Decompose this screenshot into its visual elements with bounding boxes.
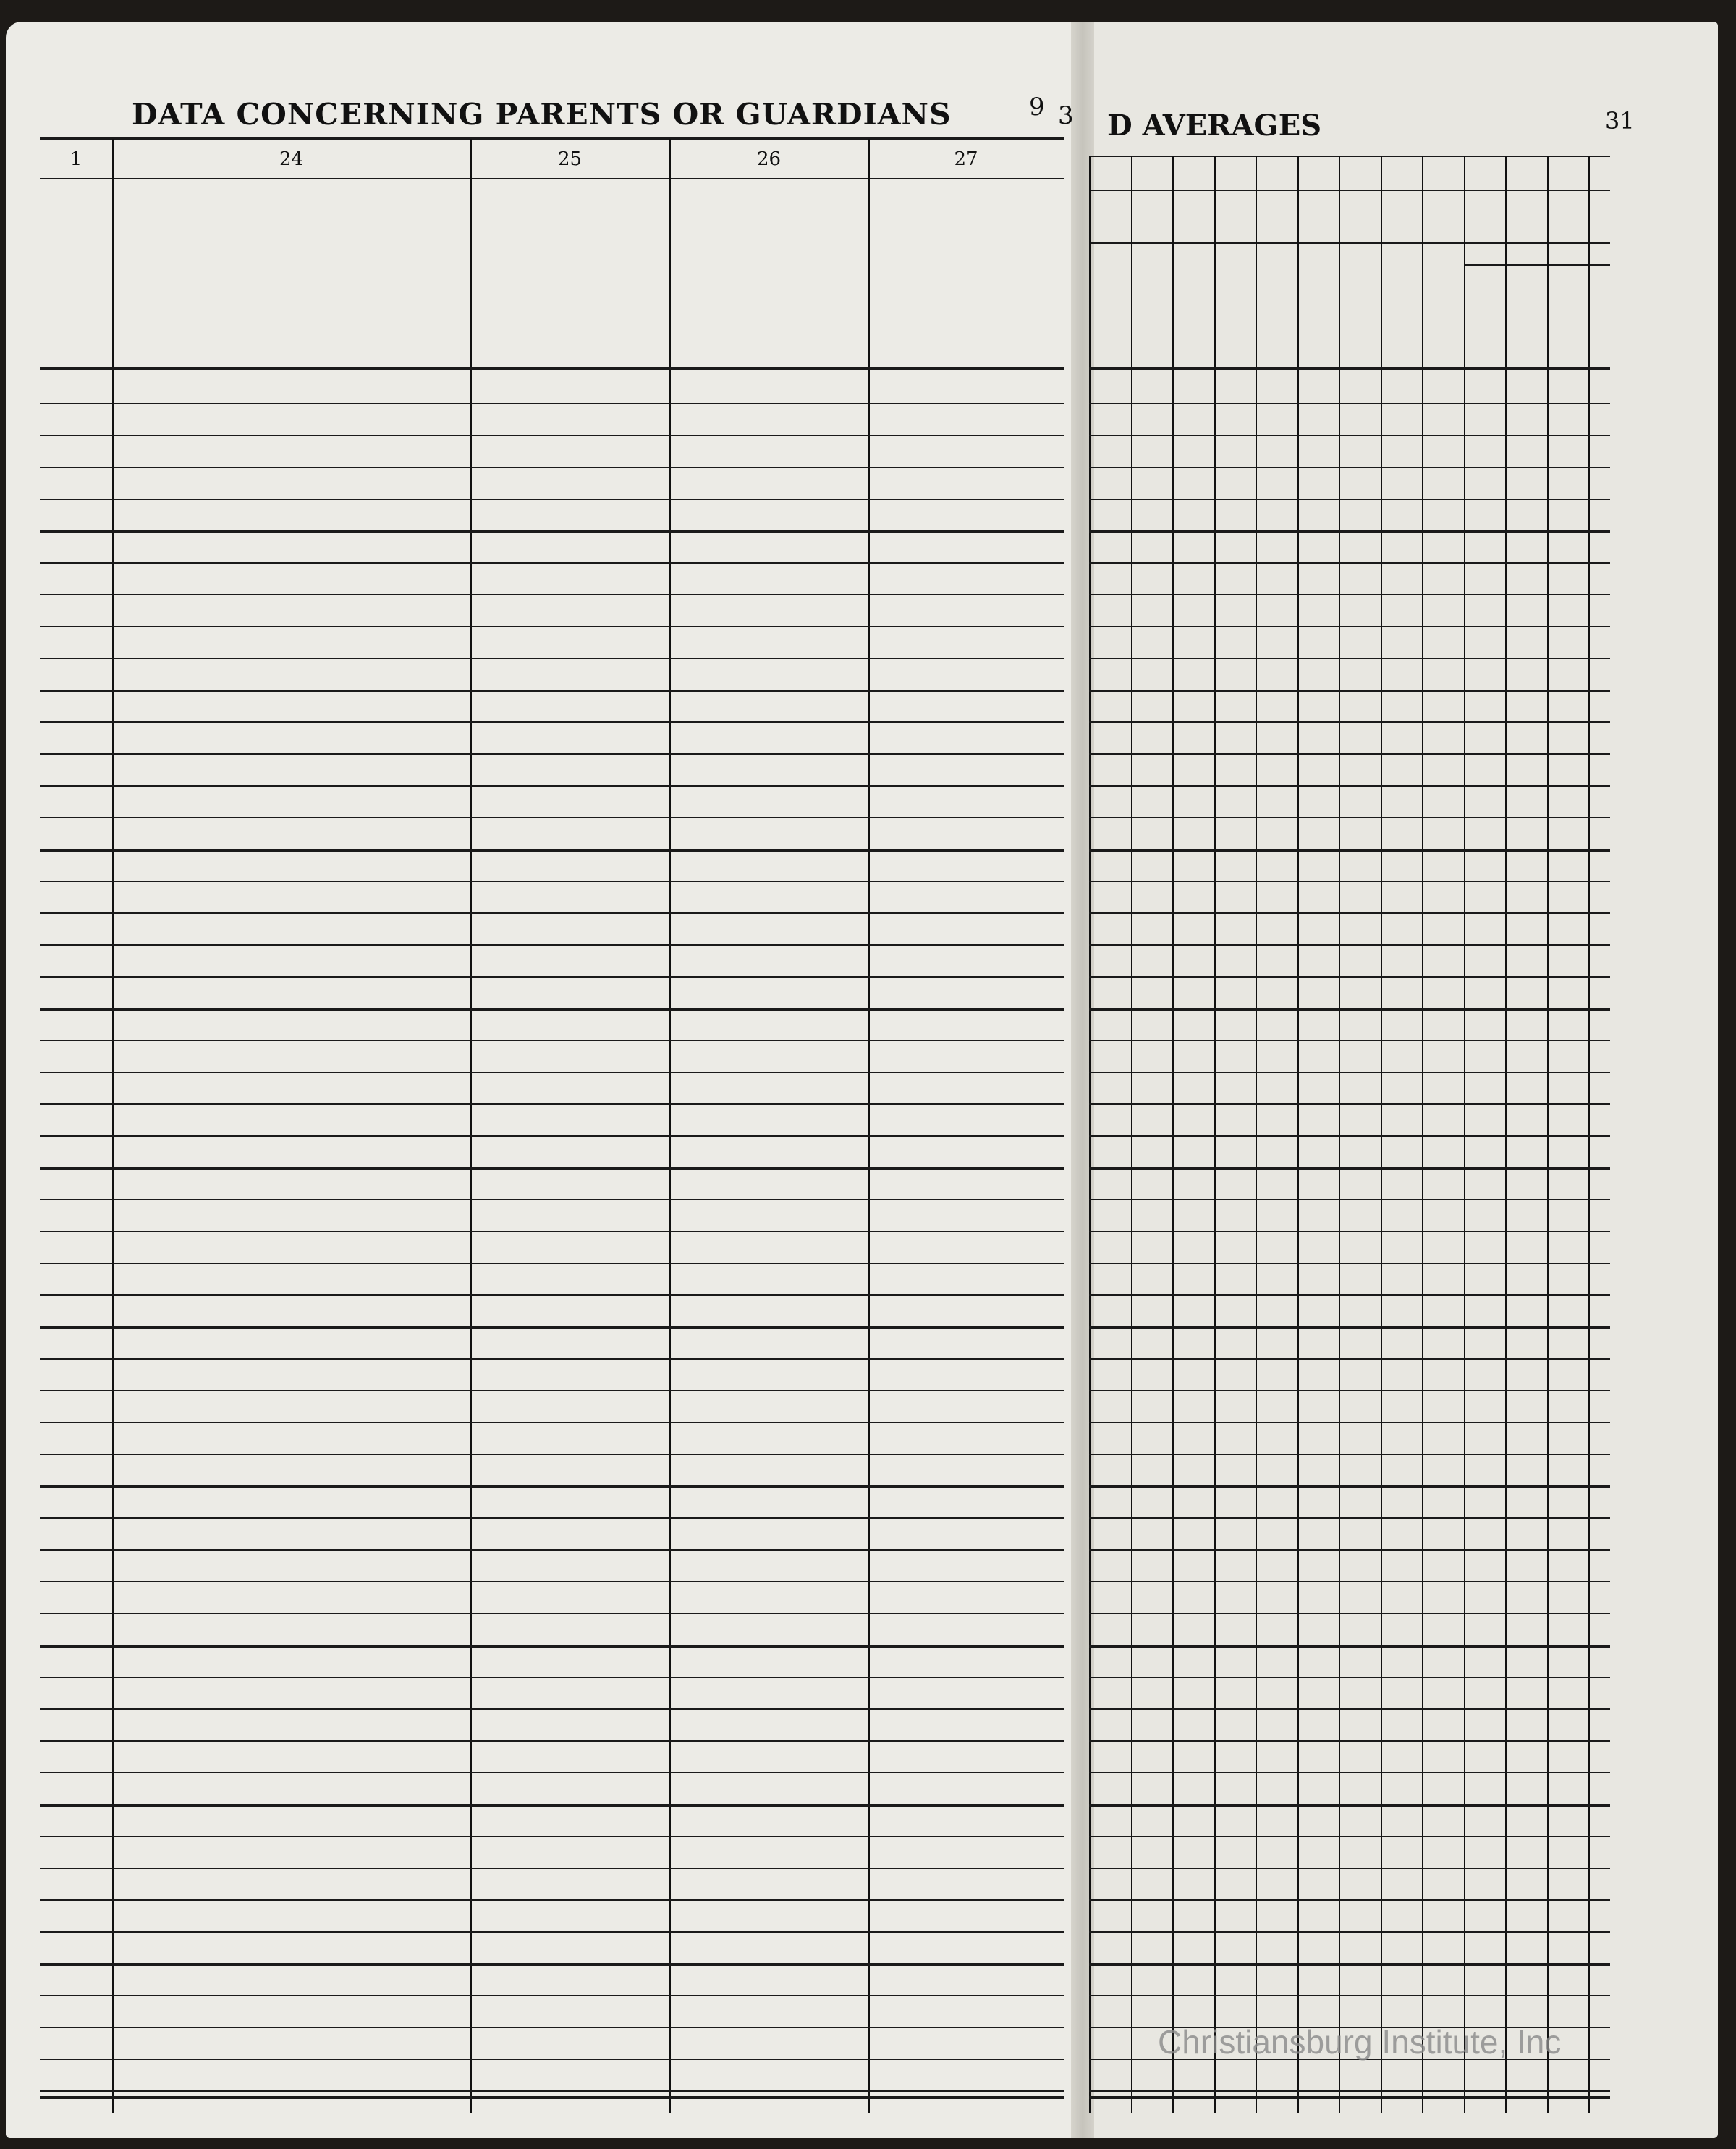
row-rule [40, 912, 1064, 914]
right-col-divider [1214, 156, 1216, 2113]
right-row-rule [1089, 881, 1610, 882]
row-rule [40, 1836, 1064, 1837]
right-row-rule [1089, 562, 1610, 564]
watermark: Christiansburg Institute, Inc [1158, 2023, 1562, 2061]
right-top-rule [1089, 156, 1610, 157]
row-rule [40, 1517, 1064, 1519]
right-col-divider [1131, 156, 1132, 2113]
right-row-rule [1089, 1899, 1610, 1901]
right-col-divider [1547, 156, 1549, 2113]
row-rule [40, 1390, 1064, 1391]
right-row-rule [1089, 1294, 1610, 1296]
right-row-rule [1089, 1390, 1610, 1391]
right-col-divider [1339, 156, 1340, 2113]
row-rule [40, 1358, 1064, 1360]
right-row-rule [1089, 690, 1610, 692]
book-gutter [1071, 22, 1094, 2138]
row-rule [40, 1040, 1064, 1041]
row-rule [40, 849, 1064, 852]
row-rule [40, 1963, 1064, 1966]
row-rule [40, 1326, 1064, 1329]
right-row-rule [1089, 976, 1610, 978]
row-rule [40, 1677, 1064, 1678]
row-rule [40, 1008, 1064, 1011]
right-header-bottom-rule [1089, 367, 1610, 370]
row-rule [40, 626, 1064, 627]
right-col-divider [1089, 156, 1091, 2113]
right-row-rule [1089, 753, 1610, 755]
right-row-rule [1089, 944, 1610, 946]
column-number: 26 [756, 148, 782, 170]
right-row-rule [1089, 626, 1610, 627]
right-row-rule [1089, 1963, 1610, 1966]
right-row-rule [1089, 1072, 1610, 1073]
right-row-rule [1089, 1358, 1610, 1360]
right-row-rule [1089, 1645, 1610, 1648]
right-row-rule [1089, 435, 1610, 436]
right-row-rule [1089, 1040, 1610, 1041]
row-rule [40, 1708, 1064, 1710]
right-col-divider [1505, 156, 1507, 2113]
row-rule [40, 1613, 1064, 1614]
right-row-rule [1089, 1008, 1610, 1011]
row-rule [40, 562, 1064, 564]
left-page-title: DATA CONCERNING PARENTS OR GUARDIANS [132, 97, 952, 132]
right-row-rule [1089, 403, 1610, 404]
right-footer-rule [1089, 2096, 1610, 2099]
right-row-rule [1089, 530, 1610, 533]
column-number: 24 [279, 148, 304, 170]
right-row-rule [1089, 1454, 1610, 1455]
right-col-divider [1297, 156, 1299, 2113]
row-rule [40, 1868, 1064, 1869]
column-number: 25 [557, 148, 583, 170]
row-rule [40, 1549, 1064, 1551]
right-col-divider [1588, 156, 1590, 2113]
row-rule [40, 1167, 1064, 1170]
row-rule [40, 785, 1064, 787]
right-row-rule [1089, 1740, 1610, 1742]
right-row-rule [1089, 1677, 1610, 1678]
row-rule [40, 721, 1064, 723]
right-row-rule [1089, 849, 1610, 852]
right-row-rule [1089, 817, 1610, 818]
column-number: 1 [69, 148, 82, 170]
page-edge-mark: 3 [1058, 101, 1074, 130]
row-rule [40, 1231, 1064, 1232]
top-rule [40, 137, 1064, 140]
row-rule [40, 690, 1064, 692]
right-row-rule [1089, 1231, 1610, 1232]
right-row-rule [1089, 467, 1610, 468]
row-rule [40, 435, 1064, 436]
row-rule [40, 944, 1064, 946]
right-row-rule [1089, 1995, 1610, 1996]
right-page [1083, 22, 1718, 2138]
right-number-rule [1089, 190, 1610, 191]
row-rule [40, 658, 1064, 659]
column-number: 27 [954, 148, 978, 170]
header-bottom-rule [40, 367, 1064, 370]
right-row-rule [1089, 721, 1610, 723]
row-rule [40, 530, 1064, 533]
right-row-rule [1089, 658, 1610, 659]
header-number-rule [40, 178, 1064, 179]
row-rule [40, 2090, 1064, 2092]
right-row-rule [1089, 1772, 1610, 1773]
right-col-divider [1172, 156, 1174, 2113]
right-row-rule [1089, 1931, 1610, 1933]
row-rule [40, 1485, 1064, 1488]
row-rule [40, 753, 1064, 755]
right-row-rule [1089, 1549, 1610, 1551]
row-rule [40, 881, 1064, 882]
row-rule [40, 1422, 1064, 1423]
row-rule [40, 467, 1064, 468]
row-rule [40, 1995, 1064, 1996]
right-page-number: 31 [1605, 107, 1635, 135]
right-row-rule [1089, 594, 1610, 595]
right-row-rule [1089, 1263, 1610, 1264]
right-col-divider [1381, 156, 1382, 2113]
row-rule [40, 403, 1064, 404]
right-row-rule [1089, 1868, 1610, 1869]
right-row-rule [1089, 1167, 1610, 1170]
right-row-rule [1089, 785, 1610, 787]
row-rule [40, 1899, 1064, 1901]
row-rule [40, 1581, 1064, 1582]
right-col-divider [1464, 156, 1465, 2113]
row-rule [40, 2027, 1064, 2028]
subheader-rule [1089, 242, 1610, 244]
row-rule [40, 594, 1064, 595]
row-rule [40, 1931, 1064, 1933]
right-row-rule [1089, 1581, 1610, 1582]
row-rule [40, 2059, 1064, 2060]
row-rule [40, 817, 1064, 818]
row-rule [40, 1294, 1064, 1296]
right-row-rule [1089, 1485, 1610, 1488]
row-rule [40, 1103, 1064, 1105]
row-rule [40, 976, 1064, 978]
row-rule [40, 1199, 1064, 1200]
row-rule [40, 1454, 1064, 1455]
right-col-divider [1256, 156, 1257, 2113]
right-row-rule [1089, 912, 1610, 914]
right-row-rule [1089, 499, 1610, 500]
right-row-rule [1089, 1135, 1610, 1137]
right-row-rule [1089, 1613, 1610, 1614]
left-page [6, 22, 1083, 2138]
row-rule [40, 1263, 1064, 1264]
right-row-rule [1089, 1836, 1610, 1837]
row-rule [40, 499, 1064, 500]
right-row-rule [1089, 1708, 1610, 1710]
right-page-title: D AVERAGES [1107, 109, 1322, 143]
right-col-divider [1422, 156, 1423, 2113]
row-rule [40, 1804, 1064, 1807]
row-rule [40, 1772, 1064, 1773]
footer-rule [40, 2096, 1064, 2099]
right-row-rule [1089, 2090, 1610, 2092]
row-rule [40, 1135, 1064, 1137]
right-row-rule [1089, 1804, 1610, 1807]
row-rule [40, 1072, 1064, 1073]
right-row-rule [1089, 1326, 1610, 1329]
right-row-rule [1089, 1199, 1610, 1200]
right-row-rule [1089, 1103, 1610, 1105]
row-rule [40, 1740, 1064, 1742]
right-row-rule [1089, 1422, 1610, 1423]
right-row-rule [1089, 1517, 1610, 1519]
row-rule [40, 1645, 1064, 1648]
left-page-number: 9 [1029, 93, 1045, 122]
